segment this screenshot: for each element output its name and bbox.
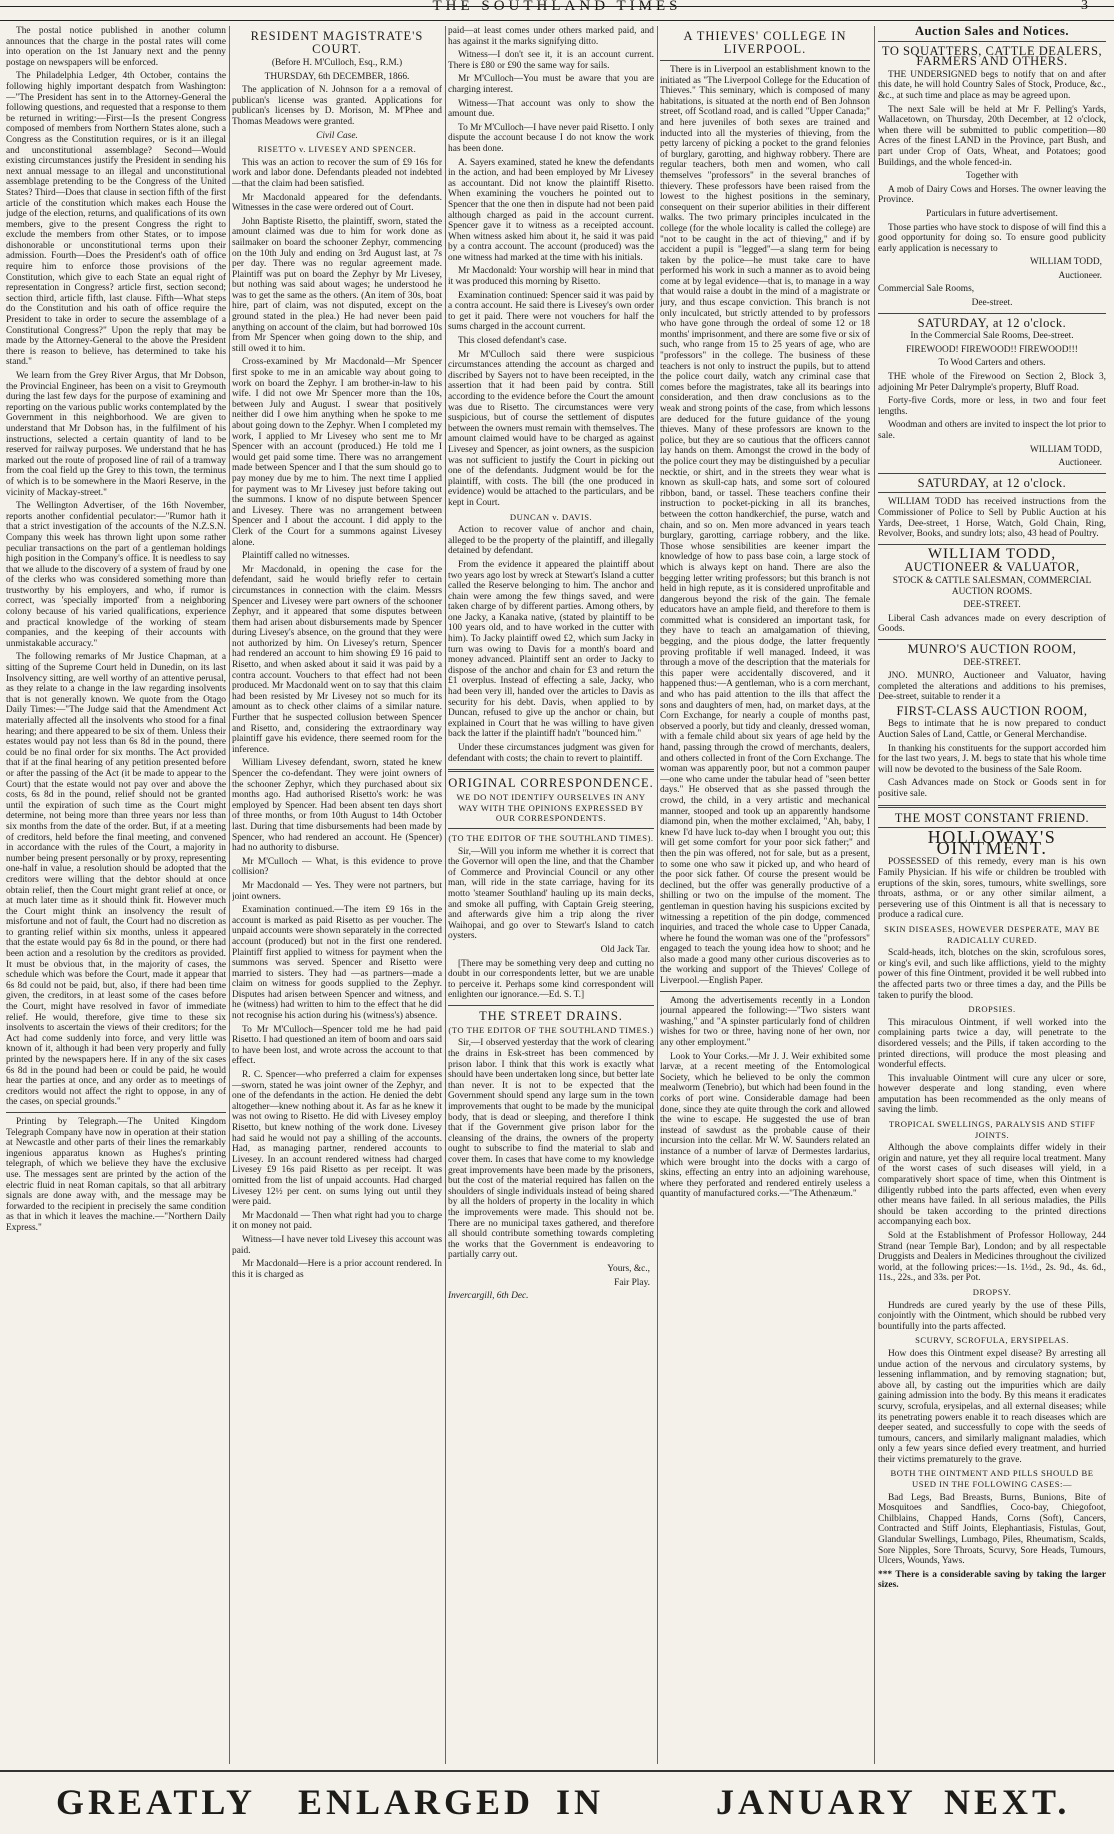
- letter-signature: Fair Play.: [614, 1277, 650, 1288]
- footer-word: JANUARY: [716, 1782, 917, 1822]
- ad-paragraph: Sold at the Establishment of Professor Holloway, 244 Strand (near Temple Bar), London; and by all respectable Druggists and Dealers in Medicines throughout the civilized world, at the following prices:—1s. 1½d., 2s. 9d., 4s. 6d., 11s., 22s., and 33s. per Pot.: [878, 1231, 1106, 1284]
- ad-signature-name: WILLIAM TODD,: [1029, 444, 1102, 455]
- court-paragraph: Witness—That account was only to show the amount due.: [448, 98, 654, 120]
- masthead-title: THE SOUTHLAND TIMES: [432, 0, 682, 14]
- ad-address: Dee-street.: [971, 298, 1013, 309]
- news-paragraph-insolvency: The following remarks of Mr Justice Chapman, at a sitting of the Supreme Court held in Dunedin, on its last Insolvency sitting, are well worthy of an attentive perusal, as they relate to a change in the law regarding insolvents that is not generally known. We quote from the Otago Daily Times:—"The Judge said that the Amendment Act materially affected all the insolvents who stood for a final hearing; and there appeared to be six of them. Unless their estates would pay not less than 6s 8d in the pound, there could be no final order for six months. The Act provided that if at the final hearing of any petition presented before or after the passing of the Act (it be made to appear to the Court) that the estate would not pay over and above the costs, 6s 8d in the pound, relief should not be granted until the expiration of such time as the Court might determine, not being more than three years nor less than six months from the date of the order. But, if at a meeting of creditors, held before the final meeting, and convened in accordance with the rules of the Court, a majority in number being present personally or by proxy, representing one-half in value, a resolution should be adopted that the creditors were willing that the debtor should at once obtain relief, then the Court might grant relief at once, or at much later time as it should think fit. However much the Court might think an insolvency the result of misfortune and not of fault, the Court had no discretion as to granting relief within six months, unless it appeared that the estate would pay 6s 8d in the pound, or there had been action and a resolution by the creditors as provided. It must be obvious that, in the majority of cases, the schedule which was before the Court, made it appear that 6s 8d could not be paid, but, also, if there had been time given, the creditors, in at least some of the cases before the Court, might have resolved in favor of immediate relief. He would, therefore, give time to these six insolvents to ascertain the views of their creditors; for the Act had come suddenly into force, and very little was known of it, although it had been very properly and fully printed by the newspapers here. If in any of the six cases 6s 8d in the pound had been or could be paid, he would hear the parties at once, and any order as to meetings of creditors would not affect the right to oppose, in any of the cases, on special grounds.": [6, 652, 226, 1108]
- court-paragraph: From the evidence it appeared the plaintiff about two years ago lost by wreck at Stewart's Island a cutter called the Reserve belonging to him. The anchor and chain were among the few things saved, and were taken charge of by different parties. Among others, by one Jacky, a Kanaka native, (stated by plaintiff to be 100 years old, and to have worked in the cutter with him). To Jacky plaintiff owed £2, which sum Jacky in turn was owing to Davis for a month's board and money advanced. Plaintiff sent an order to Jacky to dispose of the anchor and chain for £3 and return the £1 overplus. Instead of effecting a sale, Jacky, who had been very ill, handed over the articles to Davis as security for his debt. Davis, when applied to by Duncan, refused to give up the anchor or chain, but explained in Court that he was willing to have given back the latter if the plaintiff hadn't "bounced him.": [448, 559, 654, 740]
- court-paragraph: To Mr M'Culloch—Spencer told me he had paid Risetto. I had questioned an item of boom and oars said to have been lost, and wrote across the account to that effect.: [232, 1024, 442, 1067]
- court-paragraph: paid—at least comes under others marked paid, and has against it the marks signifying ditto.: [448, 26, 654, 47]
- column-1-news-notes: [6, 26, 226, 1764]
- court-paragraph: Witness—I have never told Livesey this account was paid.: [232, 1234, 442, 1256]
- ad-paragraph: Woodman and others are invited to inspect the lot prior to sale.: [878, 420, 1106, 441]
- divider: [878, 805, 1106, 808]
- holloway-title: HOLLOWAY'S OINTMENT.: [927, 827, 1057, 858]
- court-paragraph: This closed defendant's case.: [458, 336, 567, 347]
- ad-paragraph: Bad Legs, Bad Breasts, Burns, Bunions, Bite of Mosquitoes and Sandflies, Coco-bay, Chiegofoot, Chilblains, Chapped Hands, Corns (Soft), Cancers, Contracted and Stiff Joints, Elephantiasis, Fistulas, Gout, Glandular Swellings, Lumbago, Piles, Rheumatism, Scalds, Sore Nipples, Sore Throats, Scurvy, Sore Heads, Tumours, Ulcers, Wounds, Yaws.: [878, 1492, 1106, 1567]
- court-paragraph: Mr Macdonald: Your worship will hear in mind that it was produced this morning by Risetto.: [448, 266, 654, 288]
- ad-paragraph: A mob of Dairy Cows and Horses. The owner leaving the Province.: [878, 184, 1106, 206]
- article-paragraph: There is in Liverpool an establishment known to the initiated as "The Liverpool College for the Education of Thieves." This seminary, which is composed of many habitations, is situated at the north end of Ben Johnson street, off Scotland road, and is called "Upper Canada;" and here juveniles of both sexes are trained and inducted into all the mysteries of thieving, from the petty larceny of picking a pocket to the grand felonies of burglary, garotting, and highway robbery. There are regular teachers, both men and women, who call themselves "professors" in the several branches of thievery. These professors have been raised from the lowest to the highest positions in the seminary, consequent on their superior abilities in their different walks. The two primary principles inculcated in the college (for the whole locality is called the college) are "not to be caught in the act of thieving," and if by accident a pupil is "legged"—a slang term for being taken by the police—he must take care to have performed his work in such a manner as to avoid being come at by legal evidence—that is, to manage in a way that would raise a doubt in the mind of a magistrate or jury, and thus escape conviction. This branch is not only inculcated, but strictly attended to by professors who have gone through the ordeal of some 12 or 18 months' imprisonment, and there are some five or six of such, who range from 15 to 25 years of age, who are "professors" in the college. The business of these teachers is not only to instruct the pupils, but to attend the police court daily, watch any criminal case that comes before the magistrates, take all its bearings into consideration, and then draw conclusions as to the weak and strong points of the case, from which lessons are deduced for the future guidance of the young thieves. Many of these professors are known to the police, but they are so cautious that the officers cannot lay hands on them. Amongst the crowd in the body of the police court they may be distinguished by a peculiar necktie, or shirt, and in the streets they wear what is known as skull-cap hats, and some sort of coloured ribbon, band, or tassel. These teachers confine their instruction to pocket-picking in all its branches, between the cotton handkerchief, the purse, watch and chain, and so on. Men more advanced in years teach burglary, garotting, carriage robbery, and the like. Those whose sensibilities are keener impart the knowledge of how to pass base coin, a large stock of which is always kept on hand. There are also the begging letter writing professors; but this branch is not held in high repute, as it is considered unprofitable and dangerous beyond the risk of the gain. The female educators have an ample field, and therefore to them is committed what is considered an important task, for they have to teach an amalgamation of thieving, begging, and the pious dodge, the latter frequently proving profitable if well managed. Indeed, it was through a move of the description that the materials for this paper were accidentally discovered, and it happened thus:—A gentleman, who is a corn merchant, and who has paid attention to the ills that affect the sons and daughters of men, had, on market days, at the Corn Exchange, for nearly a couple of months past, observed a poorly, but tidy and cleanly, dressed woman, with a female child about six years of age held by the hand, passing through the crowd of merchants, dealers, and others collected in front of the Corn Exchange. The woman was apparently poor, but not a common pauper—one who came under the tabular head of "seen better days." He observed that as she passed through the crowd, the child, in a very artistic and mechanical manner, stooped and took up an apparently handsome diamond pin, when the mother exclaimed, "Ah, baby, I knew I'd have luck to-day when I brought you out; this will get some comfort for your poor sick father;" and then the pin was offered, not for sale, but as a present, to some one who saw it picked up, and who heard of the poor sick father. Of course the present would be declined, but the offer was generally productive of a shilling or two on the impulse of the moment. The gentleman in question having his suspicions excited by witnessing a repetition of the pin dodge, commenced inquiries, and traced the whole case to Upper Canada, where he found the woman was one of the "professors" engaged to teach the young idea how to shoot; and he also made a good many other curious discoveries as to the working and support of the Thieves' College of Liverpool.—English Paper.: [660, 65, 870, 987]
- court-paragraph: Mr Macdonald, in opening the case for the defendant, said he would briefly refer to certain circumstances in connection with the claim. Messrs Spencer and Livesey were part owners of the schooner Zephyr, and it appeared that some disputes between them had arisen about disbursements made by Spencer during Livesey's absence, on the ground that they were not authorized by him. On Livesey's return, Spencer had rendered an account to him showing £9 16 paid to Risetto, and when asked about it said it was paid by a contra account. Vouchers to that effect had not been produced. Mr Macdonald went on to say that this claim had been resisted by Mr Livesey not so much for its amount as to check other claims of a similar nature. Further that he suspected collusion between Spencer and Risetto, and, considering the extraordinary way plaintiff gave his evidence, there seemed room for the inference.: [232, 564, 442, 755]
- ad-line: DEE-STREET.: [963, 600, 1021, 611]
- ad-signature-title: Auctioneer.: [1058, 458, 1102, 469]
- column-divider: [874, 26, 875, 1764]
- editor-note: [There may be something very deep and cutting no doubt in our correspondents letter, but we are unable to perceive it. Perhaps some kind correspondent will enlighten our ignorance.—Ed. S. T.]: [448, 958, 654, 1001]
- court-paragraph: Action to recover value of anchor and chain, alleged to be the property of the plaintiff, and illegally detained by defendant.: [448, 525, 654, 557]
- ad-paragraph: Begs to intimate that he is now prepared to conduct Auction Sales of Land, Cattle, or General Merchandise.: [878, 719, 1106, 741]
- news-paragraph-grey-river: We learn from the Grey River Argus, that Mr Dobson, the Provincial Engineer, has been on a visit to Greymouth during the last few days for the purpose of examining and reporting on the various public works contemplated by the Government in this neighborhood. We are given to understand that Mr Dobson has, in the fulfilment of his instructions, selected a certain quantity of land to be reserved for railway purposes. We understand that he has marked out the route of proposed line of rail of a tramway from the coal field up the Grey to this town, the terminus of which is to be somewhere in the Maori Reserve, in the vicinity of Mackay-street.": [6, 371, 226, 498]
- ad-paragraph: The next Sale will be held at Mr F. Pelling's Yards, Wallacetown, on Thursday, 20th December, at 12 o'clock, when there will be submitted to public competition—80 Acres of the finest LAND in the Province, part Bush, and part under Crop of Oats, Wheat, and Potatoes; good Buildings, and the whole fenced-in.: [878, 104, 1106, 168]
- ad-line: AUCTIONEER & VALUATOR,: [904, 560, 1080, 575]
- civil-case-label: Civil Case.: [316, 130, 358, 141]
- column-3-court-and-correspondence: [448, 26, 654, 1764]
- ad-heading: THE MOST CONSTANT FRIEND.: [894, 810, 1090, 825]
- column-divider: [657, 26, 658, 1764]
- to-editor-line: (TO THE EDITOR OF THE SOUTHLAND TIMES).: [448, 832, 654, 843]
- ad-paragraph: THE whole of the Firewood on Section 2, Block 3, adjoining Mr Peter Dalrymple's property, Bluff Road.: [878, 372, 1106, 393]
- street-drains-heading: THE STREET DRAINS.: [479, 1008, 623, 1023]
- ad-subheading: SKIN DISEASES, HOWEVER DESPERATE, MAY BE RADICALLY CURED.: [884, 923, 1100, 945]
- to-editor-line: (TO THE EDITOR OF THE SOUTHLAND TIMES.): [448, 1024, 654, 1035]
- column-5-advertisements: [878, 26, 1106, 1764]
- footer-word: IN: [556, 1782, 605, 1822]
- court-paragraph: R. C. Spencer—who preferred a claim for expenses—sworn, stated he was joint owner of the Zephyr, and one of the defendants in the action. He denied the debt altogether—knew nothing about it. As far as he knew it was not owing to Risetto. He did with Livesey employ Risetto, but knew nothing of the work done. Livesey had said he would not pay a shilling of the accounts. Had, as managing partner, rendered accounts to Livesey. In an account rendered witness had charged Livesey £9 16s paid Risetto as per receipt. It was omitted from the list of unpaid accounts. Had charged Livesey 12½ per cent. on sums lying out until they were paid.: [232, 1070, 442, 1208]
- column-divider: [229, 26, 230, 1764]
- court-paragraph: Under these circumstances judgment was given for defendant with costs; the chain to revert to plaintiff.: [448, 743, 654, 764]
- ad-paragraph: In thanking his constituents for the support accorded him for the last two years, J. M. begs to state that his whole time will now be devoted to the business of the Sale Room.: [878, 743, 1106, 775]
- ad-line: In the Commercial Sale Rooms, Dee-street.: [910, 331, 1074, 342]
- masthead-rule-top: [0, 6, 1114, 7]
- divider: [6, 1112, 226, 1113]
- court-paragraph: Witness—I don't see it, it is an account current. There is £80 or £90 the same way for sails.: [448, 50, 654, 71]
- correspondence-disclaimer: WE DO NOT IDENTIFY OURSELVES IN ANY WAY WITH THE OPINIONS EXPRESSED BY OUR CORRESPONDENTS.: [456, 792, 646, 824]
- court-paragraph: Mr Macdonald appeared for the defendants. Witnesses in the case were ordered out of Court.: [232, 192, 442, 214]
- footer-word: NEXT.: [944, 1782, 1071, 1822]
- court-paragraph: This was an action to recover the sum of £9 16s for work and labor done. Defendants pleaded not indebted—that the claim had been satisfied.: [232, 157, 442, 189]
- divider: [878, 544, 1106, 545]
- court-paragraph: The application of N. Johnson for a a removal of publican's license was granted. Applications for publican's licenses by D. Morison, M. M'Phee and Thomas Meadows were granted.: [232, 85, 442, 127]
- ad-heading: SATURDAY, at 12 o'clock.: [917, 475, 1067, 490]
- ad-paragraph: JNO. MUNRO, Auctioneer and Valuator, having completed the alterations and additions to his premises, Dee-street, suitable to render it a: [878, 671, 1106, 703]
- ad-subheading: DROPSY.: [972, 1286, 1012, 1297]
- divider: [660, 60, 870, 61]
- ad-subheading: SCURVY, SCROFULA, ERYSIPELAS.: [915, 1335, 1069, 1346]
- column-4-thieves-college: [660, 26, 870, 1764]
- letter-paragraph: Sir,—Will you inform me whether it is correct that the Governor will open the line, and that the Chamber of Commerce and Provincial Council or any other man, will ride in the state carriage, having for its motto 'steamer Southland' hauling up its main decks, and smoke all puffing, with Captain Greig steering, and afterwards give him a trip along the river Waihopai, and go over to Stewart's Island to catch oysters.: [448, 846, 654, 942]
- ad-subheading: BOTH THE OINTMENT AND PILLS SHOULD BE USED IN THE FOLLOWING CASES:—: [890, 1468, 1094, 1490]
- ad-signature-title: Auctioneer.: [1058, 270, 1102, 281]
- ad-line: DEE-STREET.: [963, 657, 1021, 668]
- ad-paragraph: Although the above complaints differ widely in their origin and nature, yet they all require local treatment. Many of the worst cases of such diseases will yield, in a comparatively short space of time, when this Ointment is diligently rubbed into the parts affected, even when every other means have failed. In all serious maladies, the Pills should be taken according to the printed directions accompanying each box.: [878, 1143, 1106, 1228]
- ad-heading: TO SQUATTERS, CATTLE DEALERS, FARMERS AND OTHERS.: [881, 43, 1103, 69]
- ad-paragraph: THE UNDERSIGNED begs to notify that on and after this date, he will hold Country Sales of Stock, Produce, &c., &c., at such time and place as may be agreed upon.: [878, 69, 1106, 101]
- letter-closing: Yours, &c.,: [607, 1263, 650, 1274]
- divider: [878, 313, 1106, 314]
- ad-paragraph: How does this Ointment expel disease? By arresting all undue action of the nervous and circulatory systems, by lessening inflammation, and by removing stagnation; but, above all, by casting out the impurities which are daily gaining admission into the body. By this means it eradicates scurvy, scrofula, erysipelas, and all external diseases; while its penetrating powers enable it to reach diseases which are deeper seated, and successfully to cope with the seeds of tumours, cancers, and similarly malignant maladies, which only a few years since defied every treatment, and hurried their victims prematurely to the grave.: [878, 1348, 1106, 1465]
- page-number: 3: [1081, 0, 1092, 13]
- ad-line: To Wood Carters and others.: [938, 358, 1046, 369]
- ad-heading: MUNRO'S AUCTION ROOM,: [907, 641, 1077, 656]
- ad-line: Together with: [965, 171, 1019, 182]
- ad-paragraph: Cash Advances made on Stock or Goods sent in for positive sale.: [878, 778, 1106, 800]
- news-paragraph-ledger: The Philadelphia Ledger, 4th October, contains the following highly important despatch from Washington:—"The President has sent in to the Attorney-General the following questions, and requested that a response to them be returned in writing:—First—Is the present Congress composed of members from Northern States alone, such a Congress as the Constitution requires, or is it an illegal and unconstitutional assemblage? Second—Would existing circumstances justify the President in sending his next annual message to an illegal and unconstitutional assemblage pretending to be the Congress of the United States? Third—Does that clause in section fifth of the first article of the constitution which makes each House the judge of the election, returns, and qualifications of its own members, give to the present Congress the right to exclude the members from other States, or to impose dishonorable or unconstitutional terms upon their admission. Fourth—Does the President's oath of office require him to enforce those provisions of the Constitution, which give to each State an equal right of representation in Congress? article first, section second; section third, article fifth, last clause. Fifth—What steps do the Constitution and his oath of office require the President to take in order to secure the assemblage of a Constitutional Congress?" Upon the reply that may be made by the Attorney-General to the above the President there is reason to believe, has determined to take his stand.": [6, 71, 226, 368]
- ad-paragraph: *** There is a considerable saving by taking the larger sizes.: [878, 1569, 1106, 1591]
- court-paragraph: A. Sayers examined, stated he knew the defendants in the action, and had been employed by Mr Livesey as accountant. Did not know the plaintiff Risetto. When examining the vouchers he pointed out to Spencer that the one then in dispute had not been paid although charged as paid in the account current. Spencer gave it to witness as a receipted account. When witness asked him about it, he said it was paid by a contra account. The account (produced) was the one witness had marked at the time with his initials.: [448, 157, 654, 263]
- letter-signature: Old Jack Tar.: [600, 944, 650, 955]
- ad-paragraph: This miraculous Ointment, if well worked into the complaining parts twice a day, will penetrate to the disordered vessels; and the Pills, if taken according to the printed directions, will produce the most pleasing and wonderful effects.: [878, 1017, 1106, 1071]
- masthead-rule-bottom: [0, 20, 1114, 21]
- case-title: RISETTO v. LIVESEY AND SPENCER.: [257, 144, 417, 155]
- divider: [448, 769, 654, 772]
- column-2-court-report: [232, 26, 442, 1764]
- court-paragraph: William Livesey defendant, sworn, stated he knew Spencer the co-defendant. They were joint owners of the schooner Zephyr, which they purchased about six months ago. Had authorised Risetto's work: he was employed by Spencer. Had been absent ten days short of three months, or from 10th August to 14th October last. During that time disbursements had been made by Spencer, who had rendered an account. He (Spencer) had no authority to disburse.: [232, 758, 442, 854]
- divider: [878, 639, 1106, 640]
- court-date: THURSDAY, 6th DECEMBER, 1866.: [264, 71, 410, 82]
- divider: [878, 473, 1106, 474]
- news-paragraph-wellington: The Wellington Advertiser, of the 16th November, reports another confidential peculator:—"Rumor hath it that a strict investigation of the accounts of the N.Z.S.N. Company this week has thrown light upon some rather peculiar transactions on the part of a gentleman holdings high position in the Company's office. It is needless to say that we allude to the discovery of a system of fraud by one of the clerks who was considered something more than trustworthy by his employers, and who, if rumor is correct, was 'specially imported' from a neighboring colony because of his varied qualifications, experience and practical knowledge of the working of steam companies, and the keeping of their accounts with unmistakable accuracy.": [6, 501, 226, 649]
- court-subheading: (Before H. M'Culloch, Esq., R.M.): [271, 58, 403, 68]
- court-paragraph: Examination continued.—The item £9 16s in the account is marked as paid Risetto as per voucher. The unpaid accounts were shown separately in the corrected account (produced) but not in the first one rendered. Plaintiff first applied to witness for payment when the summons was served. Spencer and Risetto were married to sisters. They had —as partners—made a claim on witness for goods supplied to the Zephyr. Disputes had arisen between Spencer and witness, and he (witness) had written to him to the effect that he did not recognise his action during his (witness's) absence.: [232, 905, 442, 1022]
- auction-section-heading: Auction Sales and Notices.: [915, 26, 1069, 38]
- court-paragraph: Mr Macdonald — Yes. They were not partners, but joint owners.: [232, 880, 442, 902]
- court-paragraph: Examination continued: Spencer said it was paid by a contra account. He said there is Livesey's own order to get it paid. There were not vouchers for half the sums charged in the account current.: [448, 290, 654, 333]
- footer-word: GREATLY: [56, 1782, 257, 1822]
- ad-paragraph: This invaluable Ointment will cure any ulcer or sore, however desperate and long standing, even where amputation has been recommended as the only means of saving the limb.: [878, 1073, 1106, 1116]
- court-paragraph: Plaintiff called no witnesses.: [242, 551, 350, 562]
- article-paragraph: Among the advertisements recently in a London journal appeared the following:—"Two sisters want washing," and "A spinster particularly fond of children wishes for two or three, having none of her own, nor any other employment.": [660, 995, 870, 1049]
- court-paragraph: Mr M'Culloch said there were suspicious circumstances attending the account as charged and discribed by Sayers not to have been receipted, in the assertion that it had been paid by contra. Still according to the evidence before the Court the amount was due to Risetto. The circumstances were very suspicious, but of course the settlement of disputes between the owners must remain with themselves. The amount claimed would have to be charged as against Livesey and Spencer, as joint owners, as the suspicion was not sufficient to justify the Court in picking out one of the defendants. Judgment would be for the plaintiff, with costs. The bill (the one produced in evidence) would be attached to the particulars, and be kept in Court.: [448, 349, 654, 508]
- divider: [448, 1005, 654, 1006]
- footer-banner: [0, 1770, 1114, 1832]
- case-title: DUNCAN v. DAVIS.: [509, 511, 593, 522]
- ad-heading: WILLIAM TODD,: [927, 545, 1057, 562]
- news-paragraph-telegraph: Printing by Telegraph.—The United Kingdom Telegraph Company have now in operation at their station at Newcastle and other parts of their lines the remarkably ingenious apparatus known as Hughes's printing telegraph, of which we believe they have the exclusive use. The messages sent are printed by the action of the electric fluid in neat Roman capitals, so that all arbitrary signals are done away with, and the message may be forwarded to the recipient in precisely the same condition as that in which it leaves the machine.—"Northern Daily Express.": [6, 1116, 226, 1233]
- thieves-college-heading: A THIEVES' COLLEGE IN LIVERPOOL.: [683, 29, 847, 56]
- ad-paragraph: WILLIAM TODD has received instructions from the Commissioner of Police to Sell by Public Auction at his Yards, Dee-street, 1 Horse, Watch, Gold Chain, Ring, Revolver, Books, and sundry lots; also, 43 head of Poultry.: [878, 497, 1106, 540]
- ad-paragraph: POSSESSED of this remedy, every man is his own Family Physician. If his wife or children be troubled with eruptions of the skin, sores, tumours, white swellings, sore throats, asthma, or or any other similar ailment, a persevering use of this Ointment is all that is necessary to produce a radical cure.: [878, 857, 1106, 921]
- ad-paragraph: Liberal Cash advances made on every description of Goods.: [878, 613, 1106, 635]
- ad-paragraph: Hundreds are cured yearly by the use of these Pills, conjointly with the Ointment, which should be rubbed very bountifully into the parts affected.: [878, 1300, 1106, 1332]
- letter-place-date: Invercargill, 6th Dec.: [448, 1291, 529, 1302]
- divider: [660, 991, 870, 992]
- court-paragraph: Mr M'Culloch—You must be aware that you are charging interest.: [448, 74, 654, 95]
- ad-paragraph: Scald-heads, itch, blotches on the skin, scrofulous sores, or king's evil, and such like afflictions, yield to the mighty power of this fine Ointment, provided it be well rubbed into the affected parts two or three times a day, and the Pills be taken to purify the blood.: [878, 948, 1106, 1001]
- column-divider: [445, 26, 446, 1764]
- ad-heading: SATURDAY, at 12 o'clock.: [917, 315, 1067, 330]
- court-paragraph: Cross-examined by Mr Macdonald—Mr Spencer first spoke to me in an amicable way about going to work on board the Zephyr. I am brother-in-law to his wife. I did not owe Mr Spencer more than the 10s, between July and August. I swear that positively neither did I owe him anything when he spoke to me about going down to the Zephyr. When I completed my work, I applied to Mr Livesey who sent me to Mr Spencer with an account (produced.) He told me I would get paid some time. There was no arrangement made between Spencer and I that the sum should go to pay money due by me to him. The next time I applied for payment was to Mr Livesey just before taking out the summons. I know of no dispute between Spencer and Livesey. There was no arrangement between Spencer and I about the account. I did apply to the Clerk of the Court for a summons against Livesey alone.: [232, 357, 442, 548]
- article-paragraph: Look to Your Corks.—Mr J. J. Weir exhibited some larvæ, at a recent meeting of the Entomological Society, which he believed to be only the common mealworm (Tenebrio), but which had been found in the corks of port wine. Considerable damage had been done, since they ate quite through the cork and allowed the wine to escape. He suggested the use of bran instead of sawdust as the probable cause of their incursion into the cellar. Mr W. W. Saunders related an instance of a number of larvæ of Dermestes lardarius, which were brought into the docks with a cargo of skins, effecting an entry into an adjoining warehouse, where they perforated and rendered entirely useless a quantity of manufactured corks.—"The Athenæum.": [660, 1051, 870, 1200]
- ad-signature-name: WILLIAM TODD,: [1029, 257, 1102, 268]
- ad-line: FIREWOOD! FIREWOOD!! FIREWOOD!!!: [906, 344, 1078, 355]
- court-heading: RESIDENT MAGISTRATE'S COURT.: [250, 29, 424, 56]
- court-paragraph: Mr Macdonald—Here is a prior account rendered. In this it is charged as: [232, 1259, 442, 1280]
- court-paragraph: Mr M'Culloch — What, is this evidence to prove collision?: [232, 856, 442, 878]
- footer-word: ENLARGED: [298, 1782, 535, 1822]
- court-paragraph: Mr Macdonald — Then what right had you to charge it on money not paid.: [232, 1210, 442, 1232]
- ad-subheading: DROPSIES.: [968, 1004, 1016, 1015]
- ad-paragraph: Those parties who have stock to dispose of will find this a good opportunity for doing so. To ensure good publicity early application is necessary to: [878, 222, 1106, 254]
- court-paragraph: John Baptiste Risetto, the plaintiff, sworn, stated the amount claimed was due to him for work done as sailmaker on board the schooner Zephyr, commencing on the 10th July and ending on 3rd August last, at 7s per day. There was no regular agreement made. Plaintiff was put on board the Zephyr by Mr Livesey, but nothing was said about wages; he understood he was to get the same as the others. (An item of 30s, boat hire, part of claim, was not disputed, except on the ground stated in the plea.) He had never been paid anything on account of the claim, but had borrowed 10s from Mr Spencer when going down to the ship, and still owed it to him.: [232, 216, 442, 354]
- ad-paragraph: Forty-five Cords, more or less, in two and four feet lengths.: [878, 396, 1106, 417]
- letter-paragraph: Sir,—I observed yesterday that the work of clearing the drains in Esk-street has been commenced by prison labor. I think that this work is exactly what should have been undertaken long since, but better late than never. It is not to be expected that the Government should spend any large sum in the town improvements that ought to be made by the municipal body, that is dead or sleeping, and therefore I think that if the Government give prison labor for the cleansing of the drains, the owners of the property ought to subscribe to find the material to slab and cover them. In cases that have come to my knowledge great improvements have been made by the prisoners, but the cost of the material required has fallen on the shoulders of single individuals instead of being shared by all the holders of property in the locality in which the improvements were made. This should not be. There are no municipal taxes gathered, and therefore all should contribute something towards completing the works that the Government is endeavoring to partially carry out.: [448, 1038, 654, 1261]
- ad-line: Particulars in future advertisement.: [926, 208, 1058, 219]
- ad-address: Commercial Sale Rooms,: [878, 284, 975, 295]
- divider: [448, 828, 654, 829]
- divider: [878, 492, 1106, 493]
- news-paragraph-postal: The postal notice published in another column announces that the charge in the postal rates will come into operation on the 1st January next and the penny postage on newspapers will be enforced.: [6, 26, 226, 68]
- masthead: [0, 0, 1114, 20]
- ad-subheading: TROPICAL SWELLINGS, PARALYSIS AND STIFF JOINTS.: [888, 1119, 1096, 1140]
- correspondence-heading: ORIGINAL CORRESPONDENCE.: [448, 776, 654, 791]
- court-paragraph: To Mr M'Culloch—I have never paid Risetto. I only dispute the account because I do not know the work has been done.: [448, 122, 654, 154]
- ad-line: FIRST-CLASS AUCTION ROOM,: [896, 703, 1088, 718]
- divider: [878, 41, 1106, 42]
- ad-line: STOCK & CATTLE SALESMAN, COMMERCIAL AUCTION ROOMS.: [892, 575, 1092, 597]
